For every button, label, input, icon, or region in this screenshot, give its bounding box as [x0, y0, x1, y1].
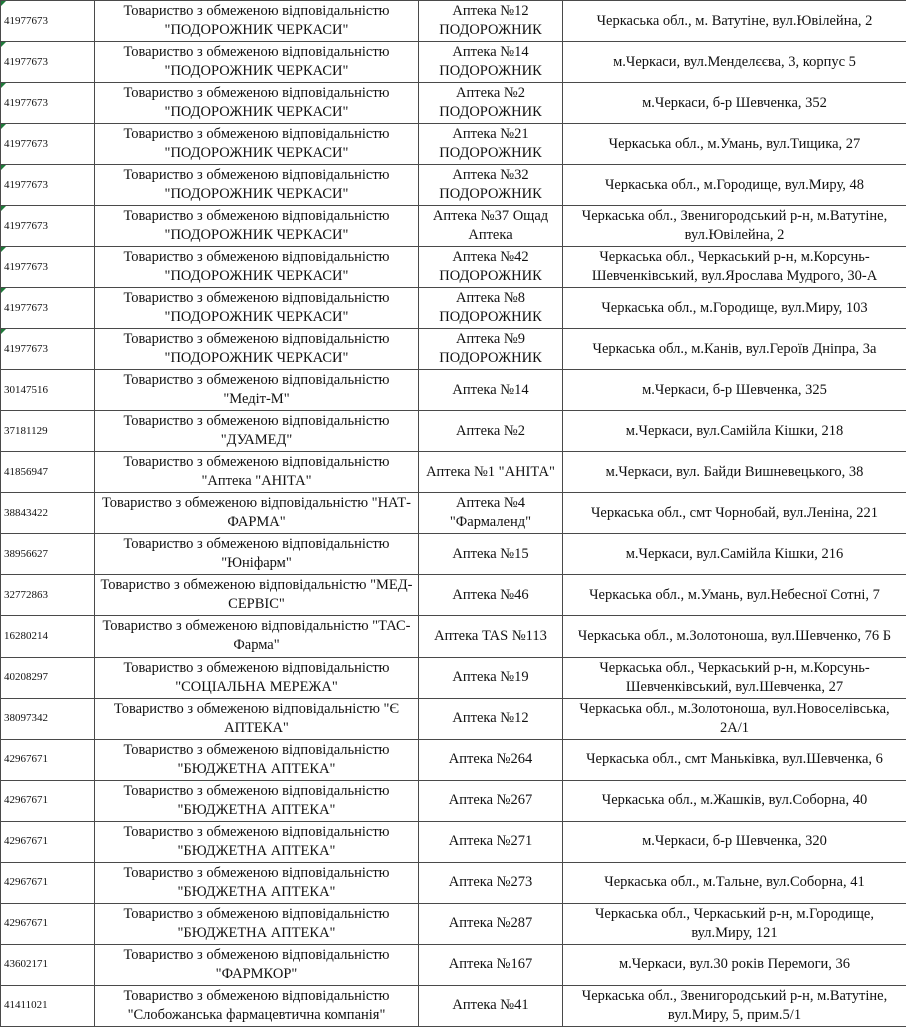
pharmacy-address-cell: м.Черкаси, б-р Шевченка, 325 — [563, 370, 906, 411]
table-row — [1, 1, 906, 42]
pharmacy-name-cell: Аптека №2 — [419, 411, 563, 452]
organization-name-cell: Товариство з обмеженою відповідальністю "ПОДОРОЖНИК ЧЕРКАСИ" — [95, 124, 419, 165]
table-row — [1, 288, 906, 329]
pharmacy-name-cell: Аптека №12 — [419, 698, 563, 739]
table-row — [1, 370, 906, 411]
pharmacy-name-cell: Аптека №19 — [419, 657, 563, 698]
table-row — [1, 616, 906, 657]
pharmacy-address-cell: м.Черкаси, вул.30 років Перемоги, 36 — [563, 944, 906, 985]
organization-name-cell: Товариство з обмеженою відповідальністю "БЮДЖЕТНА АПТЕКА" — [95, 739, 419, 780]
table-row — [1, 206, 906, 247]
edrpou-code-cell: 42967671 — [1, 739, 95, 780]
table-body — [1, 1, 906, 1027]
table-row — [1, 903, 906, 944]
organization-name-cell: Товариство з обмеженою відповідальністю "БЮДЖЕТНА АПТЕКА" — [95, 862, 419, 903]
organization-name-cell: Товариство з обмеженою відповідальністю "ПОДОРОЖНИК ЧЕРКАСИ" — [95, 206, 419, 247]
pharmacy-address-cell: Черкаська обл., м.Канів, вул.Героїв Дніпра, 3а — [563, 329, 906, 370]
edrpou-code-cell: 41411021 — [1, 985, 95, 1026]
pharmacy-address-cell: м.Черкаси, б-р Шевченка, 320 — [563, 821, 906, 862]
organization-name-cell: Товариство з обмеженою відповідальністю "БЮДЖЕТНА АПТЕКА" — [95, 780, 419, 821]
organization-name-cell: Товариство з обмеженою відповідальністю "ПОДОРОЖНИК ЧЕРКАСИ" — [95, 83, 419, 124]
pharmacy-address-cell: Черкаська обл., м.Городище, вул.Миру, 103 — [563, 288, 906, 329]
edrpou-code-cell: 41977673 — [1, 1, 95, 42]
pharmacy-address-cell: Черкаська обл., смт Чорнобай, вул.Леніна, 221 — [563, 493, 906, 534]
table-row — [1, 862, 906, 903]
pharmacy-address-cell: Черкаська обл., м.Золотоноша, вул.Новоселівська, 2А/1 — [563, 698, 906, 739]
table-row — [1, 493, 906, 534]
pharmacy-name-cell: Аптека №264 — [419, 739, 563, 780]
organization-name-cell: Товариство з обмеженою відповідальністю "ПОДОРОЖНИК ЧЕРКАСИ" — [95, 247, 419, 288]
edrpou-code-cell: 43602171 — [1, 944, 95, 985]
table-row — [1, 42, 906, 83]
pharmacy-name-cell: Аптека №14 ПОДОРОЖНИК — [419, 42, 563, 83]
pharmacy-name-cell: Аптека №41 — [419, 985, 563, 1026]
organization-name-cell: Товариство з обмеженою відповідальністю "ДУАМЕД" — [95, 411, 419, 452]
pharmacy-name-cell: Аптека №273 — [419, 862, 563, 903]
pharmacy-address-cell: Черкаська обл., м. Ватутіне, вул.Ювілейна, 2 — [563, 1, 906, 42]
table-row — [1, 739, 906, 780]
organization-name-cell: Товариство з обмеженою відповідальністю "БЮДЖЕТНА АПТЕКА" — [95, 821, 419, 862]
table-row — [1, 452, 906, 493]
edrpou-code-cell: 42967671 — [1, 821, 95, 862]
pharmacy-address-cell: Черкаська обл., м.Жашків, вул.Соборна, 40 — [563, 780, 906, 821]
pharmacy-address-cell: Черкаська обл., Черкаський р-н, м.Городище, вул.Миру, 121 — [563, 903, 906, 944]
edrpou-code-cell: 16280214 — [1, 616, 95, 657]
organization-name-cell: Товариство з обмеженою відповідальністю "Медіт-М" — [95, 370, 419, 411]
pharmacy-name-cell: Аптека №46 — [419, 575, 563, 616]
organization-name-cell: Товариство з обмеженою відповідальністю "Юніфарм" — [95, 534, 419, 575]
organization-name-cell: Товариство з обмеженою відповідальністю "Є АПТЕКА" — [95, 698, 419, 739]
edrpou-code-cell: 41977673 — [1, 124, 95, 165]
pharmacy-address-cell: Черкаська обл., смт Маньківка, вул.Шевченка, 6 — [563, 739, 906, 780]
organization-name-cell: Товариство з обмеженою відповідальністю "ТАС-Фарма" — [95, 616, 419, 657]
pharmacy-name-cell: Аптека №9 ПОДОРОЖНИК — [419, 329, 563, 370]
pharmacy-name-cell: Аптека TAS №113 — [419, 616, 563, 657]
pharmacy-name-cell: Аптека №271 — [419, 821, 563, 862]
table-row — [1, 780, 906, 821]
table-row — [1, 821, 906, 862]
pharmacy-address-cell: Черкаська обл., Звенигородський р-н, м.Ватутіне, вул.Ювілейна, 2 — [563, 206, 906, 247]
table-row — [1, 698, 906, 739]
table-row — [1, 329, 906, 370]
edrpou-code-cell: 30147516 — [1, 370, 95, 411]
organization-name-cell: Товариство з обмеженою відповідальністю "БЮДЖЕТНА АПТЕКА" — [95, 903, 419, 944]
edrpou-code-cell: 42967671 — [1, 780, 95, 821]
pharmacy-name-cell: Аптека №167 — [419, 944, 563, 985]
table-row — [1, 944, 906, 985]
pharmacy-address-cell: м.Черкаси, вул.Менделєєва, 3, корпус 5 — [563, 42, 906, 83]
pharmacy-address-cell: Черкаська обл., м.Золотоноша, вул.Шевченко, 76 Б — [563, 616, 906, 657]
edrpou-code-cell: 42967671 — [1, 862, 95, 903]
table-row — [1, 247, 906, 288]
edrpou-code-cell: 41977673 — [1, 165, 95, 206]
pharmacy-address-cell: Черкаська обл., м.Тальне, вул.Соборна, 41 — [563, 862, 906, 903]
edrpou-code-cell: 32772863 — [1, 575, 95, 616]
edrpou-code-cell: 38843422 — [1, 493, 95, 534]
pharmacy-address-cell: м.Черкаси, вул. Байди Вишневецького, 38 — [563, 452, 906, 493]
edrpou-code-cell: 41977673 — [1, 288, 95, 329]
pharmacy-name-cell: Аптека №12 ПОДОРОЖНИК — [419, 1, 563, 42]
pharmacy-name-cell: Аптека №37 Ощад Аптека — [419, 206, 563, 247]
pharmacy-address-cell: Черкаська обл., Черкаський р-н, м.Корсунь-Шевченківський, вул.Ярослава Мудрого, 30-А — [563, 247, 906, 288]
organization-name-cell: Товариство з обмеженою відповідальністю "ПОДОРОЖНИК ЧЕРКАСИ" — [95, 1, 419, 42]
table-row — [1, 165, 906, 206]
edrpou-code-cell: 38956627 — [1, 534, 95, 575]
pharmacy-name-cell: Аптека №267 — [419, 780, 563, 821]
pharmacy-address-cell: Черкаська обл., Звенигородський р-н, м.Ватутіне, вул.Миру, 5, прим.5/1 — [563, 985, 906, 1026]
edrpou-code-cell: 37181129 — [1, 411, 95, 452]
table-row — [1, 124, 906, 165]
edrpou-code-cell: 40208297 — [1, 657, 95, 698]
table-row — [1, 575, 906, 616]
pharmacy-address-cell: Черкаська обл., м.Умань, вул.Тищика, 27 — [563, 124, 906, 165]
edrpou-code-cell: 38097342 — [1, 698, 95, 739]
pharmacy-name-cell: Аптека №287 — [419, 903, 563, 944]
pharmacy-address-cell: Черкаська обл., м.Городище, вул.Миру, 48 — [563, 165, 906, 206]
edrpou-code-cell: 41977673 — [1, 206, 95, 247]
edrpou-code-cell: 41856947 — [1, 452, 95, 493]
pharmacy-address-cell: м.Черкаси, вул.Самійла Кішки, 218 — [563, 411, 906, 452]
pharmacy-address-cell: м.Черкаси, вул.Самійла Кішки, 216 — [563, 534, 906, 575]
pharmacy-name-cell: Аптека №32 ПОДОРОЖНИК — [419, 165, 563, 206]
table-row — [1, 657, 906, 698]
table-row — [1, 534, 906, 575]
pharmacy-name-cell: Аптека №42 ПОДОРОЖНИК — [419, 247, 563, 288]
pharmacy-name-cell: Аптека №8 ПОДОРОЖНИК — [419, 288, 563, 329]
organization-name-cell: Товариство з обмеженою відповідальністю "НАТ-ФАРМА" — [95, 493, 419, 534]
pharmacy-name-cell: Аптека №14 — [419, 370, 563, 411]
table-row — [1, 411, 906, 452]
pharmacy-name-cell: Аптека №15 — [419, 534, 563, 575]
edrpou-code-cell: 42967671 — [1, 903, 95, 944]
pharmacy-name-cell: Аптека №21 ПОДОРОЖНИК — [419, 124, 563, 165]
organization-name-cell: Товариство з обмеженою відповідальністю "Аптека "АНІТА" — [95, 452, 419, 493]
table-row — [1, 83, 906, 124]
organization-name-cell: Товариство з обмеженою відповідальністю "ПОДОРОЖНИК ЧЕРКАСИ" — [95, 288, 419, 329]
pharmacy-address-cell: Черкаська обл., м.Умань, вул.Небесної Сотні, 7 — [563, 575, 906, 616]
edrpou-code-cell: 41977673 — [1, 42, 95, 83]
organization-name-cell: Товариство з обмеженою відповідальністю "ПОДОРОЖНИК ЧЕРКАСИ" — [95, 165, 419, 206]
table-row — [1, 985, 906, 1026]
pharmacy-address-cell: Черкаська обл., Черкаський р-н, м.Корсунь-Шевченківський, вул.Шевченка, 27 — [563, 657, 906, 698]
organization-name-cell: Товариство з обмеженою відповідальністю "ПОДОРОЖНИК ЧЕРКАСИ" — [95, 329, 419, 370]
pharmacy-address-cell: м.Черкаси, б-р Шевченка, 352 — [563, 83, 906, 124]
pharmacy-name-cell: Аптека №1 "АНІТА" — [419, 452, 563, 493]
pharmacy-name-cell: Аптека №4 "Фармаленд" — [419, 493, 563, 534]
organization-name-cell: Товариство з обмеженою відповідальністю "СОЦІАЛЬНА МЕРЕЖА" — [95, 657, 419, 698]
edrpou-code-cell: 41977673 — [1, 247, 95, 288]
organization-name-cell: Товариство з обмеженою відповідальністю "ФАРМКОР" — [95, 944, 419, 985]
organization-name-cell: Товариство з обмеженою відповідальністю "ПОДОРОЖНИК ЧЕРКАСИ" — [95, 42, 419, 83]
pharmacy-name-cell: Аптека №2 ПОДОРОЖНИК — [419, 83, 563, 124]
edrpou-code-cell: 41977673 — [1, 329, 95, 370]
organization-name-cell: Товариство з обмеженою відповідальністю "МЕД-СЕРВІС" — [95, 575, 419, 616]
edrpou-code-cell: 41977673 — [1, 83, 95, 124]
organization-name-cell: Товариство з обмеженою відповідальністю "Слобожанська фармацевтична компанія" — [95, 985, 419, 1026]
